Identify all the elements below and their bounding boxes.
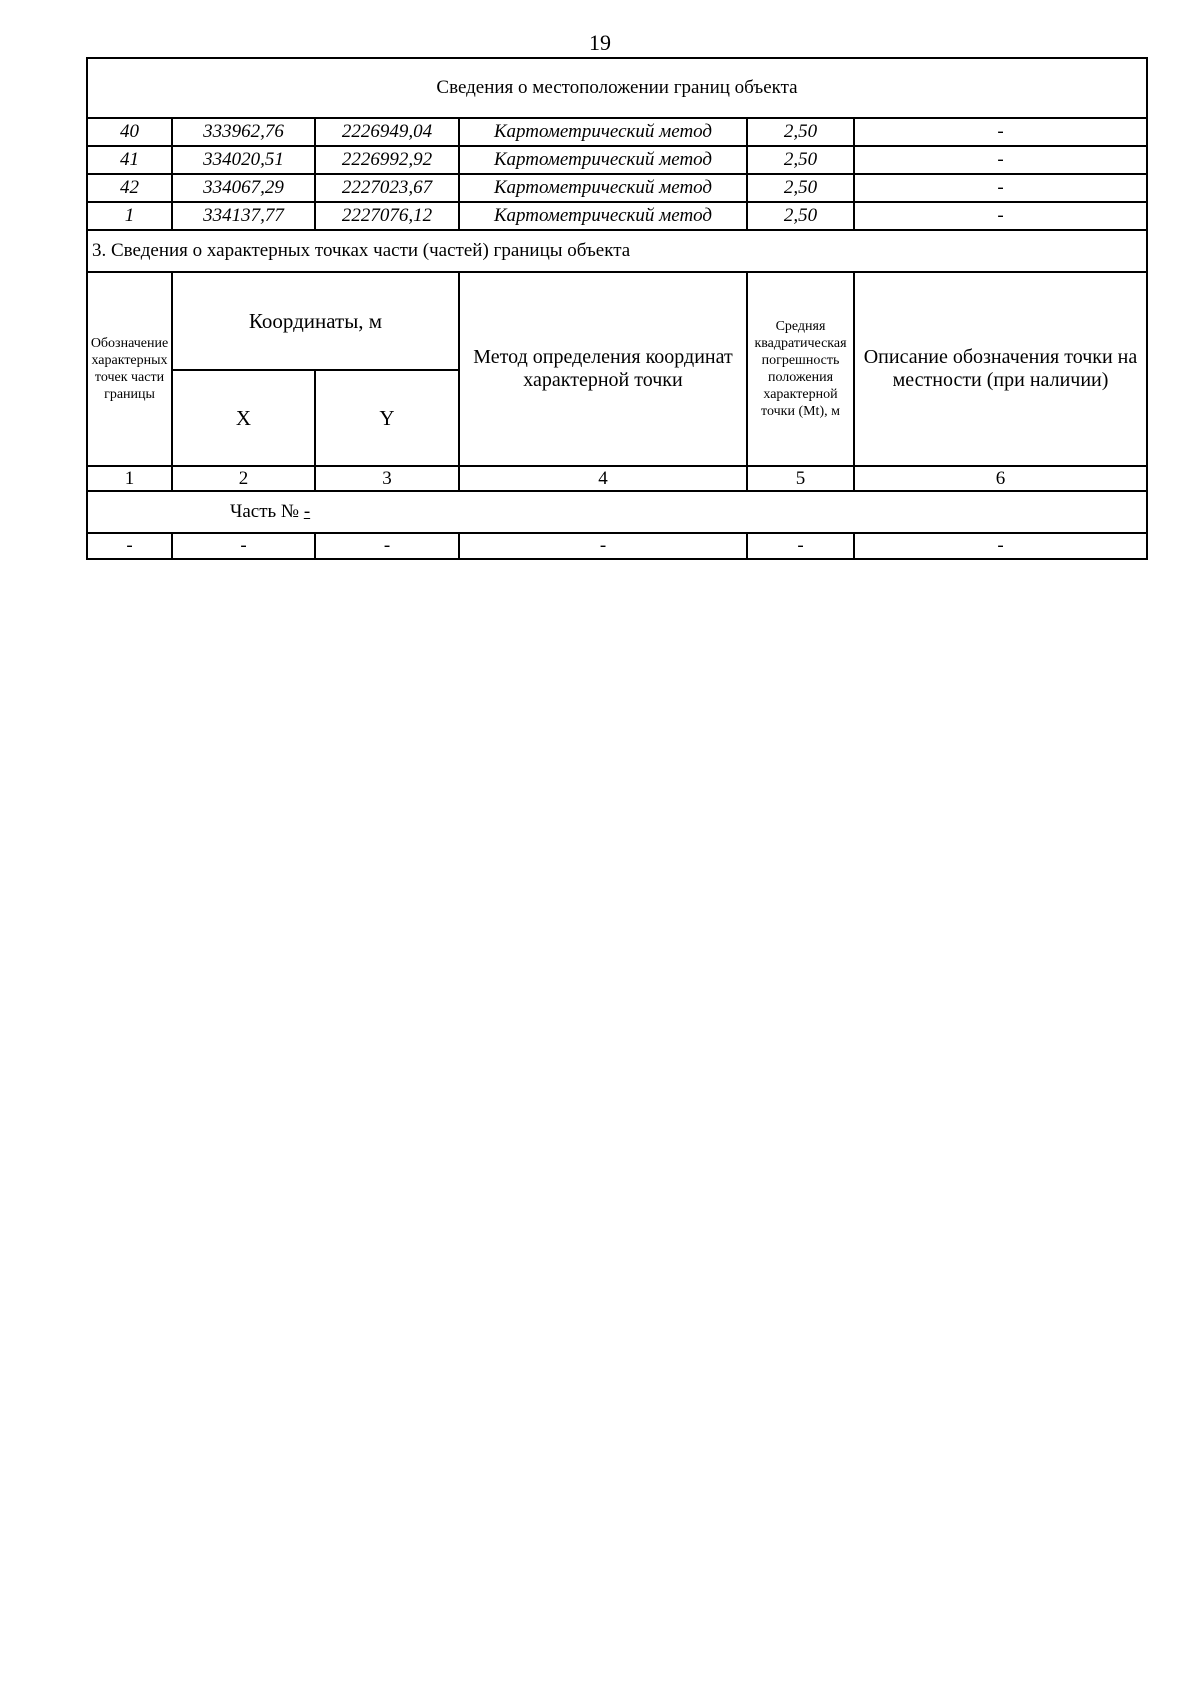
part-row bbox=[87, 491, 1147, 533]
empty-cell: - bbox=[315, 533, 459, 559]
table-row bbox=[87, 533, 1147, 559]
y-coordinate: 2226949,04 bbox=[315, 118, 459, 146]
empty-cell: - bbox=[747, 533, 854, 559]
page-number: 19 bbox=[589, 30, 611, 55]
x-coordinate: 334020,51 bbox=[172, 146, 315, 174]
column-number: 4 bbox=[459, 466, 747, 491]
table-row bbox=[87, 118, 1147, 146]
boundary-table bbox=[86, 57, 1148, 560]
mt-value: 2,50 bbox=[747, 202, 854, 230]
table-row bbox=[87, 202, 1147, 230]
part-label: Часть № bbox=[230, 501, 304, 522]
method: Картометрический метод bbox=[459, 118, 747, 146]
empty-cell: - bbox=[172, 533, 315, 559]
header-coordinates: Координаты, м bbox=[172, 272, 459, 370]
method: Картометрический метод bbox=[459, 202, 747, 230]
mt-value: 2,50 bbox=[747, 146, 854, 174]
point-number: 41 bbox=[87, 146, 172, 174]
point-number: 40 bbox=[87, 118, 172, 146]
empty-cell: - bbox=[459, 533, 747, 559]
point-number: 1 bbox=[87, 202, 172, 230]
y-coordinate: 2226992,92 bbox=[315, 146, 459, 174]
column-number: 2 bbox=[172, 466, 315, 491]
description: - bbox=[854, 174, 1147, 202]
table-row bbox=[87, 146, 1147, 174]
header-method: Метод определения координат характерной точки bbox=[459, 272, 747, 466]
table-row bbox=[87, 174, 1147, 202]
description: - bbox=[854, 202, 1147, 230]
x-coordinate: 333962,76 bbox=[172, 118, 315, 146]
header-mt: Средняя квадратическая погрешность положения характерной точки (Mt), м bbox=[747, 272, 854, 466]
y-coordinate: 2227076,12 bbox=[315, 202, 459, 230]
method: Картометрический метод bbox=[459, 146, 747, 174]
header-y: Y bbox=[315, 370, 459, 466]
part-number: - bbox=[303, 501, 311, 522]
column-number: 1 bbox=[87, 466, 172, 491]
description: - bbox=[854, 118, 1147, 146]
mt-value: 2,50 bbox=[747, 118, 854, 146]
description: - bbox=[854, 146, 1147, 174]
column-number-row bbox=[87, 466, 1147, 491]
point-number: 42 bbox=[87, 174, 172, 202]
column-number: 3 bbox=[315, 466, 459, 491]
x-coordinate: 334067,29 bbox=[172, 174, 315, 202]
empty-cell: - bbox=[87, 533, 172, 559]
header-designation: Обозначение характерных точек части границы bbox=[87, 272, 172, 466]
column-number: 6 bbox=[854, 466, 1147, 491]
boundary-table-title: Сведения о местоположении границ объекта bbox=[87, 58, 1147, 118]
header-x: X bbox=[172, 370, 315, 466]
method: Картометрический метод bbox=[459, 174, 747, 202]
column-number: 5 bbox=[747, 466, 854, 491]
section-3-title: 3. Сведения о характерных точках части (частей) границы объекта bbox=[87, 230, 1147, 272]
header-description: Описание обозначения точки на местности (при наличии) bbox=[854, 272, 1147, 466]
empty-cell: - bbox=[854, 533, 1147, 559]
x-coordinate: 334137,77 bbox=[172, 202, 315, 230]
y-coordinate: 2227023,67 bbox=[315, 174, 459, 202]
mt-value: 2,50 bbox=[747, 174, 854, 202]
